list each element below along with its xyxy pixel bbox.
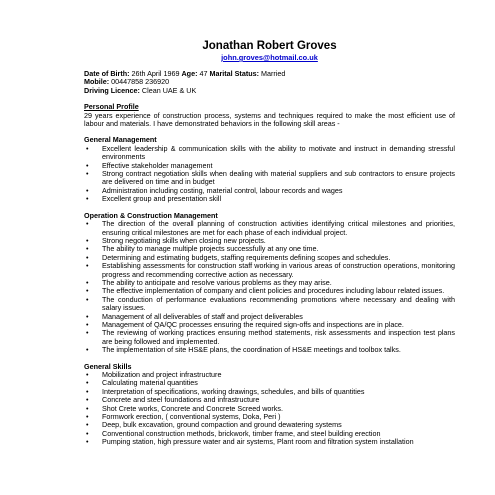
- mobile-label: Mobile:: [84, 77, 110, 87]
- list-item: • Effective stakeholder management: [84, 162, 455, 170]
- operation-heading: Operation & Construction Management: [84, 210, 218, 220]
- list-item: • Formwork erection, ( conventional systems, Doka, Peri ): [84, 413, 455, 421]
- list-item: • Interpretation of specifications, working drawings, schedules, and bills of quantities: [84, 388, 455, 396]
- list-item: • Excellent leadership & communication skills with the ability to motivate and instruct in demanding stressful environments: [84, 145, 455, 162]
- list-item: • Strong negotiating skills when closing new projects.: [84, 237, 455, 245]
- profile-text: 29 years experience of construction process, systems and techniques required to make the most efficient use of labour and materials. I have demonstrated behaviors in the following skill areas -: [84, 110, 455, 129]
- list-item: • The conduction of performance evaluations recommending promotions where necessary and dealing with salary issues.: [84, 296, 455, 313]
- dob-label: Date of Birth:: [84, 69, 130, 78]
- list-item: • The implementation of site HS&E plans, the coordination of HS&E meetings and toolbox talks.: [84, 346, 455, 354]
- profile-heading: Personal Profile: [84, 102, 139, 112]
- licence-value: Clean UAE & UK: [139, 85, 197, 95]
- general-skills-list: [84, 371, 455, 447]
- list-item: • Strong contract negotiation skills when dealing with material suppliers and sub contractors to ensure projects are delivered on time and in budget: [84, 170, 455, 187]
- email-link[interactable]: john.groves@hotmail.co.uk: [221, 53, 318, 62]
- age-value: 47: [197, 69, 210, 78]
- list-item: • Management of QA/QC processes ensuring the required sign-offs and inspections are in place.: [84, 321, 455, 329]
- list-item: • Determining and estimating budgets, staffing requirements defining scopes and schedules.: [84, 254, 455, 262]
- list-item: • The ability to manage multiple projects successfully at any one time.: [84, 245, 455, 253]
- licence-label: Driving Licence:: [84, 85, 140, 95]
- list-item: • Pumping station, high pressure water and air systems, Plant room and filtration system installation: [84, 438, 455, 446]
- list-item: • Deep, bulk excavation, ground compaction and ground dewatering systems: [84, 421, 455, 429]
- licence-line: [84, 87, 455, 95]
- list-item: • The ability to anticipate and resolve various problems as they may arise.: [84, 279, 455, 287]
- list-item: • Concrete and steel foundations and infrastructure: [84, 396, 455, 404]
- list-item: • Calculating material quantities: [84, 379, 455, 387]
- list-item: • Shot Crete works, Concrete and Concrete Screed works.: [84, 405, 455, 413]
- list-item: • Conventional construction methods, brickwork, timber frame, and steel building erection: [84, 430, 455, 438]
- marital-value: Married: [259, 69, 286, 78]
- list-item: • Administration including costing, material control, labour records and wages: [84, 187, 455, 195]
- list-item: • The effective implementation of company and client policies and procedures including labour related issues.: [84, 287, 455, 295]
- general-management-list: [84, 145, 455, 204]
- age-label: Age:: [181, 69, 198, 78]
- mobile-value: 00447858 236920: [109, 77, 170, 87]
- dob-value: 26th April 1969: [129, 69, 182, 78]
- operation-list: [84, 220, 455, 355]
- list-item: • Establishing assessments for construction staff working in various areas of construction operations, monitoring progress and recommending corrective action as necessary.: [84, 262, 455, 279]
- general-skills-heading: General Skills: [84, 361, 132, 371]
- list-item: • Management of all deliverables of staff and project deliverables: [84, 313, 455, 321]
- list-item: • The direction of the overall planning of construction activities identifying critical milestones and priorities, ensuring critical milestones are met for each phase of each individual project.: [84, 220, 455, 237]
- candidate-name: Jonathan Robert Groves: [202, 40, 337, 52]
- general-management-heading: General Management: [84, 135, 157, 145]
- list-item: • Mobilization and project infrastructure: [84, 371, 455, 379]
- marital-label: Marital Status:: [209, 69, 259, 78]
- list-item: • Excellent group and presentation skill: [84, 195, 455, 203]
- list-item: • The reviewing of working practices ensuring method statements, risk assessments and inspection test plans are being followed and implemented.: [84, 329, 455, 346]
